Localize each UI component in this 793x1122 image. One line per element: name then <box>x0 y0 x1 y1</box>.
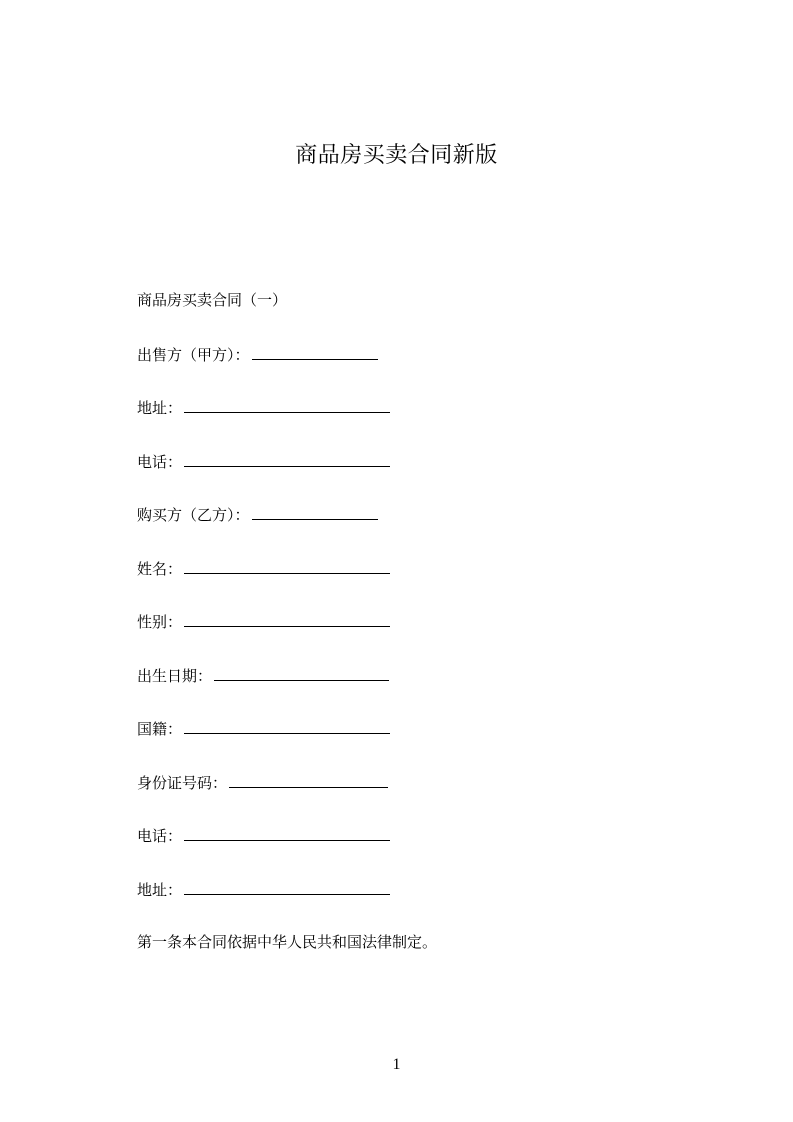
seller-phone-line <box>137 451 390 472</box>
buyer-gender-label: 性别： <box>137 613 183 631</box>
seller-blank <box>252 344 378 360</box>
buyer-birth-date-line <box>137 665 389 686</box>
seller-label: 出售方（甲方）： <box>137 346 250 364</box>
buyer-address-line <box>137 879 390 900</box>
buyer-line <box>137 504 378 525</box>
article-1 <box>137 932 437 952</box>
document-title: 商品房买卖合同新版 <box>295 143 498 168</box>
buyer-name-label: 姓名： <box>137 560 183 578</box>
buyer-phone-blank <box>184 825 390 841</box>
page-number: 1 <box>392 1056 401 1073</box>
buyer-phone-line <box>137 825 390 846</box>
buyer-birth-date-label: 出生日期： <box>137 667 213 685</box>
seller-line <box>137 344 378 365</box>
seller-address-line <box>137 397 390 418</box>
buyer-name-blank <box>184 558 390 574</box>
buyer-name-line <box>137 558 390 579</box>
article-1-text: 第一条本合同依据中华人民共和国法律制定。 <box>137 933 438 951</box>
seller-phone-label: 电话： <box>137 453 183 471</box>
seller-address-label: 地址： <box>137 399 183 417</box>
contract-subtitle-text: 商品房买卖合同（一） <box>137 291 288 309</box>
buyer-gender-line <box>137 611 390 632</box>
buyer-address-label: 地址： <box>137 881 183 899</box>
buyer-address-blank <box>184 879 390 895</box>
buyer-nationality-blank <box>184 718 390 734</box>
buyer-nationality-line <box>137 718 390 739</box>
buyer-nationality-label: 国籍： <box>137 720 183 738</box>
buyer-phone-label: 电话： <box>137 827 183 845</box>
buyer-id-number-line <box>137 772 388 793</box>
buyer-gender-blank <box>184 611 390 627</box>
seller-address-blank <box>184 397 390 413</box>
seller-phone-blank <box>184 451 390 467</box>
buyer-birth-date-blank <box>214 665 389 681</box>
buyer-id-number-blank <box>229 772 388 788</box>
buyer-id-number-label: 身份证号码： <box>137 774 228 792</box>
buyer-blank <box>252 504 378 520</box>
contract-subtitle <box>137 290 287 310</box>
buyer-label: 购买方（乙方）： <box>137 506 250 524</box>
